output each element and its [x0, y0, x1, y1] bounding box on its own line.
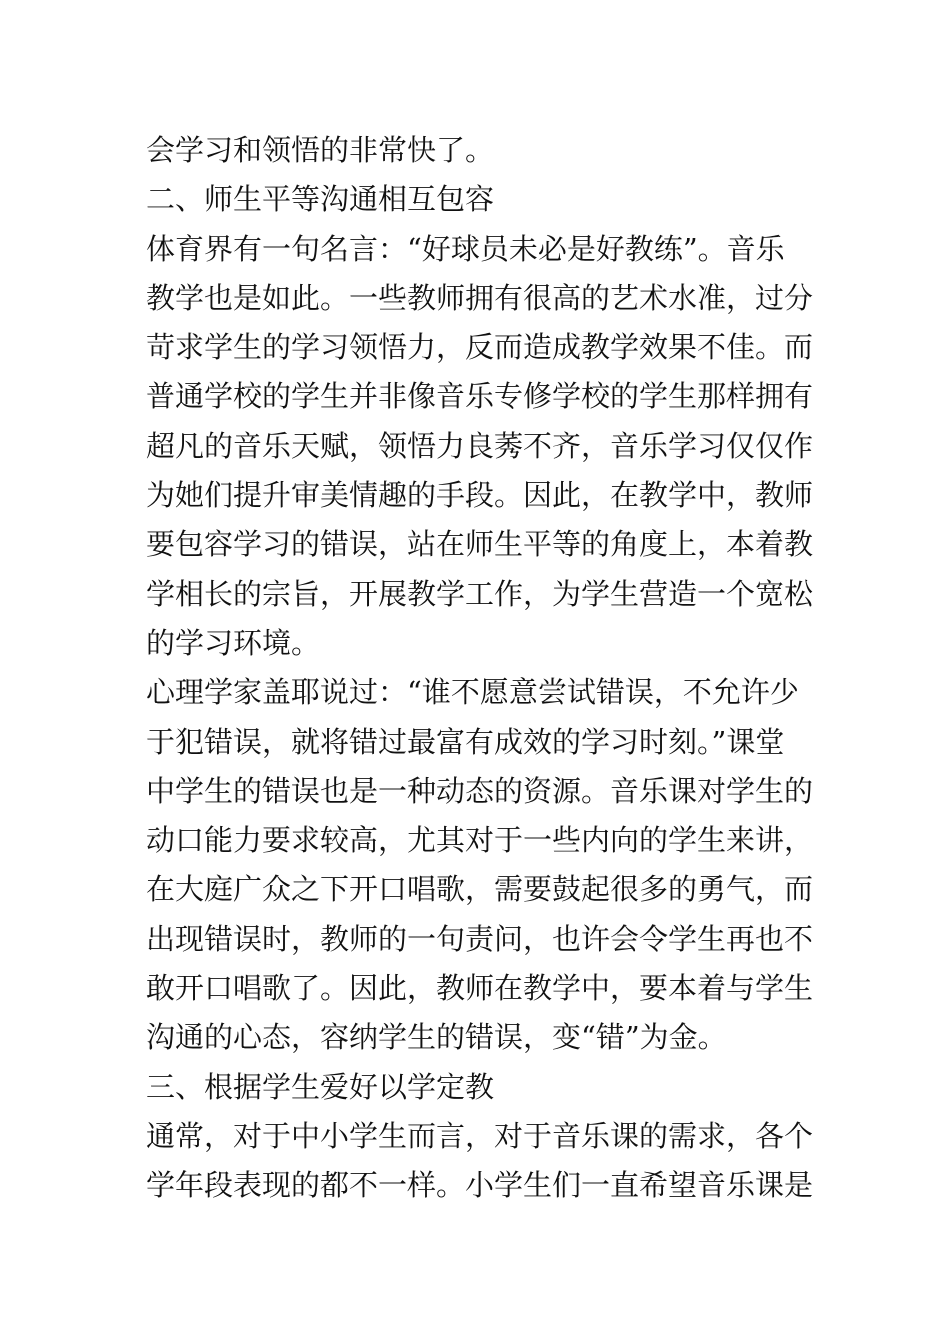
text-line: 学相长的宗旨，开展教学工作，为学生营造一个宽松 — [146, 576, 814, 611]
text-line: 会学习和领悟的非常快了。 — [146, 133, 495, 167]
text-line: 沟通的心态，容纳学生的错误，变“错”为金。 — [146, 1020, 727, 1055]
text-line: 在大庭广众之下开口唱歌，需要鼓起很多的勇气，而 — [146, 872, 814, 907]
text-line: 体育界有一句名言：“好球员未必是好教练”。音乐 — [146, 231, 785, 266]
text-line: 的学习环境。 — [146, 625, 321, 660]
section-heading: 二、师生平等沟通相互包容 — [146, 182, 495, 217]
text-line: 中学生的错误也是一种动态的资源。音乐课对学生的 — [146, 773, 814, 808]
text-line: 敢开口唱歌了。因此，教师在教学中，要本着与学生 — [146, 971, 814, 1006]
text-line: 要包容学习的错误，站在师生平等的角度上，本着教 — [146, 527, 814, 562]
text-line: 出现错误时，教师的一句责问，也许会令学生再也不 — [146, 921, 814, 956]
text-line: 为她们提升审美情趣的手段。因此，在教学中，教师 — [146, 478, 814, 513]
text-line: 普通学校的学生并非像音乐专修学校的学生那样拥有 — [146, 379, 814, 414]
text-line: 学年段表现的都不一样。小学生们一直希望音乐课是 — [146, 1168, 814, 1203]
text-line: 动口能力要求较高，尤其对于一些内向的学生来讲， — [146, 823, 814, 858]
text-line: 于犯错误，就将错过最富有成效的学习时刻。”课堂 — [146, 724, 785, 759]
text-line: 通常，对于中小学生而言，对于音乐课的需求，各个 — [146, 1118, 814, 1153]
text-line: 教学也是如此。一些教师拥有很高的艺术水准，过分 — [146, 280, 814, 315]
text-line: 心理学家盖耶说过：“谁不愿意尝试错误，不允许少 — [146, 675, 799, 710]
body-text — [146, 126, 814, 1211]
text-line: 超凡的音乐天赋，领悟力良莠不齐，音乐学习仅仅作 — [146, 428, 814, 463]
section-heading: 三、根据学生爱好以学定教 — [146, 1069, 495, 1104]
text-line: 苛求学生的学习领悟力，反而造成教学效果不佳。而 — [146, 330, 814, 365]
